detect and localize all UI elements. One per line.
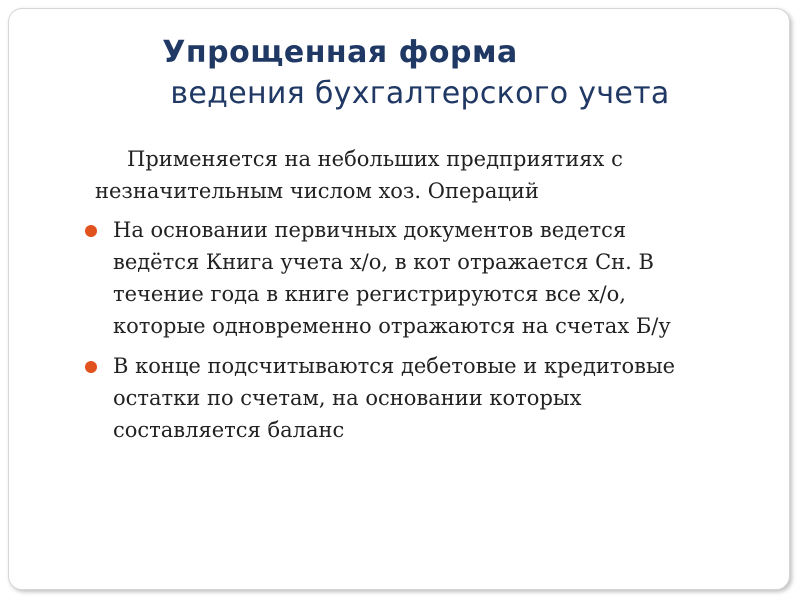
bullet-line: На основании первичных документов ведется bbox=[113, 218, 627, 242]
bullet-dot-icon bbox=[85, 225, 97, 237]
intro-line-1: Применяется на небольших предприятиях с bbox=[127, 147, 623, 171]
bullet-line: остатки по счетам, на основании которых bbox=[113, 386, 582, 410]
bullet-list bbox=[9, 214, 791, 446]
slide-card bbox=[8, 8, 790, 590]
intro-paragraph bbox=[9, 143, 791, 207]
bullet-dot-icon bbox=[85, 361, 97, 373]
bullet-item bbox=[9, 350, 791, 446]
slide-title bbox=[9, 33, 791, 114]
title-line-1: Упрощенная форма bbox=[162, 35, 518, 70]
bullet-line: течение года в книге регистрируются все х/о, bbox=[113, 282, 626, 306]
bullet-line: которые одновременно отражаются на счетах Б/у bbox=[113, 314, 671, 338]
intro-line-2: незначительным числом хоз. Операций bbox=[95, 179, 539, 203]
title-line-2: ведения бухгалтерского учета bbox=[170, 75, 670, 111]
slide-body bbox=[9, 143, 791, 454]
bullet-line: ведётся Книга учета х/о, в кот отражается Сн. В bbox=[113, 250, 654, 274]
bullet-line: В конце подсчитываются дебетовые и кредитовые bbox=[113, 354, 676, 378]
bullet-item bbox=[9, 214, 791, 342]
bullet-line: составляется баланс bbox=[113, 418, 345, 442]
